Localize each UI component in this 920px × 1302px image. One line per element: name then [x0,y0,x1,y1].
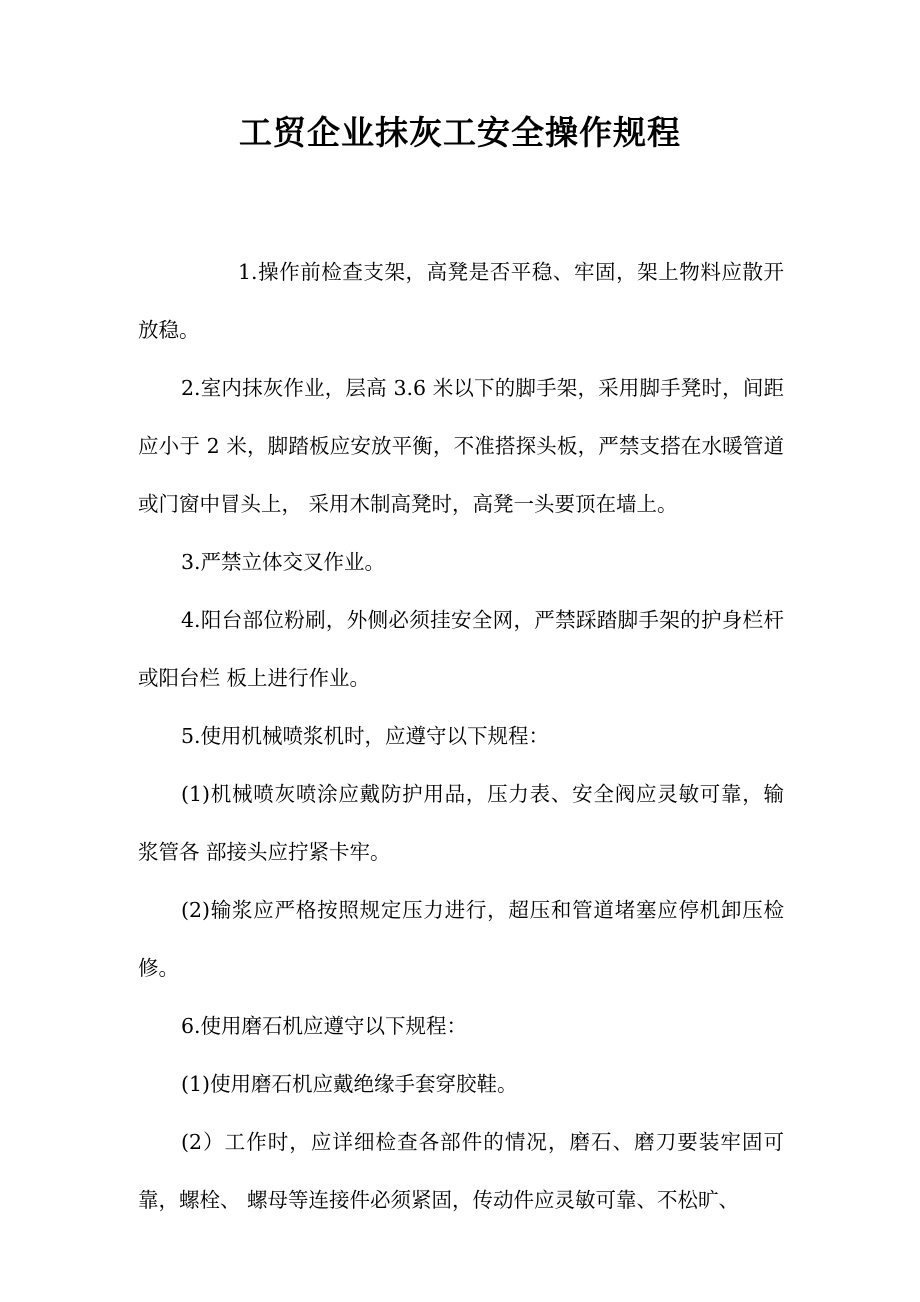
paragraph-1: 1.操作前检查支架，高凳是否平稳、牢固，架上物料应散开放稳。 [138,260,784,342]
paragraph-5-1: (1)机械喷灰喷涂应戴防护用品，压力表、安全阀应灵敏可靠，输浆管各 部接头应拧紧卡牢。 [138,782,784,864]
paragraph-4: 4.阳台部位粉刷，外侧必须挂安全网，严禁踩踏脚手架的护身栏杆或阳台栏 板上进行作业。 [138,608,784,690]
paragraph-6-1: (1)使用磨石机应戴绝缘手套穿胶鞋。 [181,1072,518,1096]
paragraph-2: 2.室内抹灰作业，层高 3.6 米以下的脚手架，采用脚手凳时，间距应小于 2 米，脚踏板应安放平衡，不准搭探头板，严禁支搭在水暖管道或门窗中冒头上， 采用木制高凳时，高凳一头要顶在墙上。 [138,376,784,516]
paragraph-6: 6.使用磨石机应遵守以下规程： [181,1014,468,1038]
paragraph-6-2: (2）工作时，应详细检查各部件的情况，磨石、磨刀要装牢固可靠，螺栓、 螺母等连接件必须紧固，传动件应灵敏可靠、不松旷、 [138,1130,784,1212]
paragraph-5: 5.使用机械喷浆机时，应遵守以下规程： [181,724,550,748]
document-body [138,243,784,1229]
paragraph-3: 3.严禁立体交叉作业。 [181,550,386,574]
paragraph-5-2: (2)输浆应严格按照规定压力进行，超压和管道堵塞应停机卸压检修。 [138,898,784,980]
document-title: 工贸企业抹灰工安全操作规程 [239,113,681,152]
